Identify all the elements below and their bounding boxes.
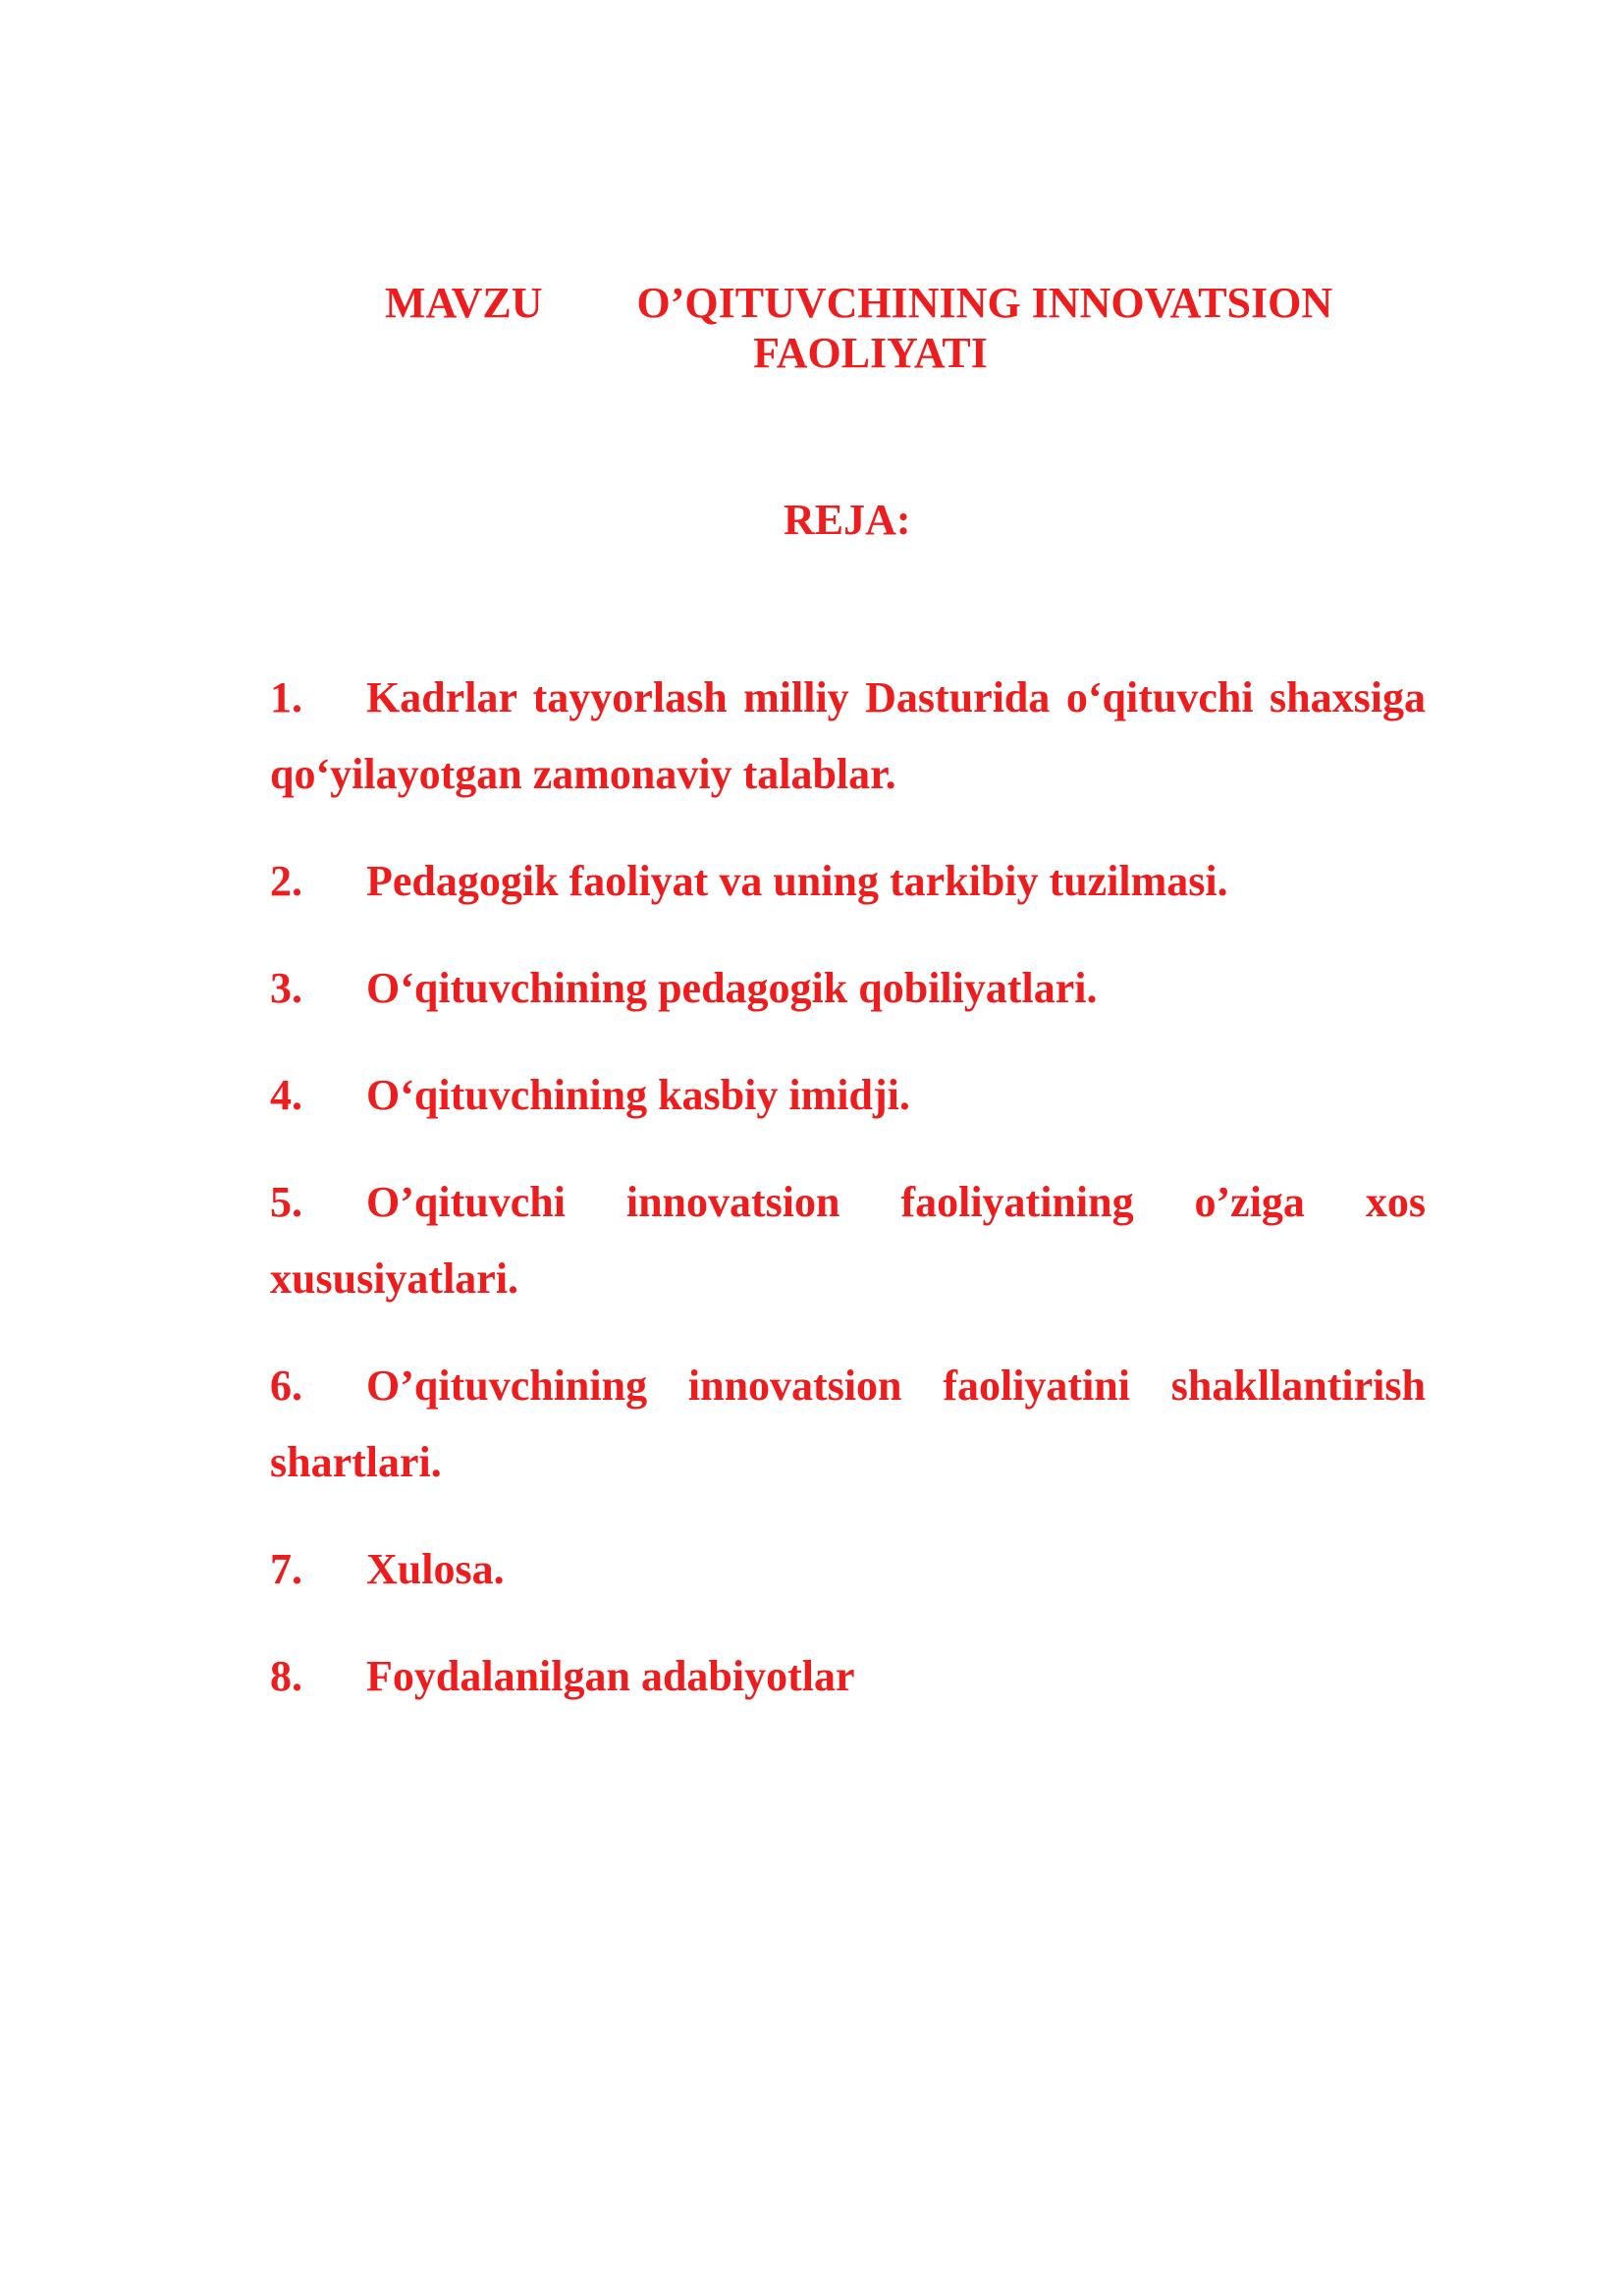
plan-heading: REJA:: [784, 496, 911, 544]
plan-item-text: O’qituvchining innovatsion faoliyatini shakllantirish shartlari.: [270, 1362, 1426, 1486]
plan-item-text: Foydalanilgan adabiyotlar: [366, 1652, 855, 1700]
plan-item-text: O’qituvchi innovatsion faoliyatining o’ziga xos xususiyatlari.: [270, 1178, 1426, 1303]
plan-item-number: 4.: [270, 1071, 302, 1119]
plan-item-text: O‘qituvchining pedagogik qobiliyatlari.: [366, 964, 1098, 1012]
plan-item-number: 5.: [270, 1178, 302, 1226]
plan-item: [270, 1638, 1426, 1715]
plan-item-number: 2.: [270, 857, 302, 905]
plan-list: [270, 660, 1426, 1745]
topic-title-line2: [0, 328, 1624, 379]
plan-item: [270, 1164, 1426, 1317]
plan-item: [270, 843, 1426, 920]
plan-item-number: 6.: [270, 1362, 302, 1410]
plan-item: [270, 1348, 1426, 1501]
plan-item-number: 3.: [270, 964, 302, 1012]
plan-item-number: 7.: [270, 1545, 302, 1593]
plan-item-text: Kadrlar tayyorlash milliy Dasturida o‘qituvchi shaxsiga qo‘yilayotgan zamonaviy talablar.: [270, 673, 1426, 798]
plan-item-number: 1.: [270, 673, 302, 721]
plan-item-text: Pedagogik faoliyat va uning tarkibiy tuzilmasi.: [366, 857, 1228, 905]
plan-item: [270, 950, 1426, 1027]
plan-item-text: Xulosa.: [366, 1545, 505, 1593]
plan-item-number: 8.: [270, 1652, 302, 1700]
topic-label: MAVZU: [385, 279, 543, 327]
topic-title-part2: FAOLIYATI: [753, 329, 988, 377]
plan-item-text: O‘qituvchining kasbiy imidji.: [366, 1071, 910, 1119]
plan-item: [270, 1057, 1426, 1134]
plan-item: [270, 660, 1426, 813]
plan-item: [270, 1531, 1426, 1608]
topic-title-part1: O’QITUVCHINING INNOVATSION: [636, 279, 1333, 327]
topic-title-line: [385, 278, 1377, 329]
